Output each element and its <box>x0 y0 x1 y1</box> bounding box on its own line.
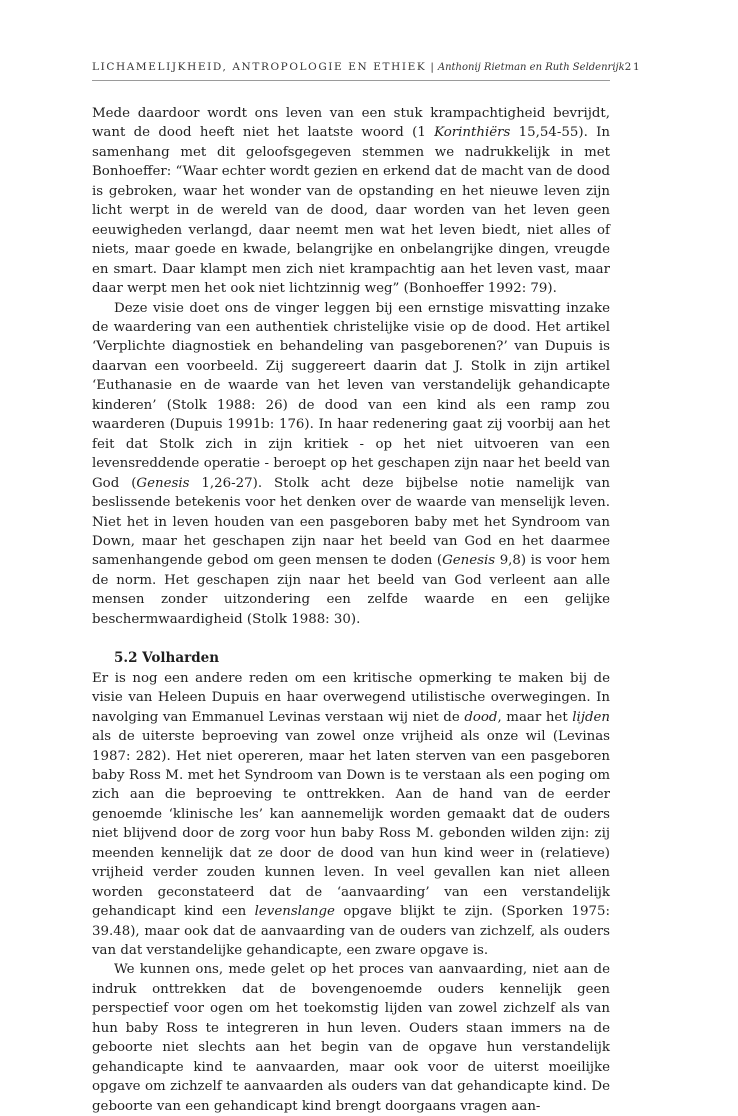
emphasis: dood <box>464 709 498 725</box>
header-authors: Anthonij Rietman en Ruth Seldenrijk <box>437 62 625 73</box>
paragraph-1: Mede daardoor wordt ons leven van een stuk krampachtigheid bevrijdt, want de dood heeft niet het laatste woord (1 Korinthiërs 15,54-55). In samenhang met dit geloofsgegeven stemmen we nadrukkelijk in met Bonhoeffer: “Waar echter wordt gezien en erkend dat de macht van de dood is gebroken, waar het wonder van de opstanding en het nieuwe leven zijn licht werpt in de wereld van de dood, daar worden van het leven geen eeuwigheden verlangd, daar neemt men wat het leven biedt, niet alles of niets, maar goede en kwade, belangrijke en onbelangrijke dingen, vreugde en smart. Daar klampt men zich niet krampachtig aan het leven vast, maar daar werpt men het ook niet lichtzinnig weg” (Bonhoeffer 1992: 79). <box>92 106 610 297</box>
paragraph-4: We kunnen ons, mede gelet op het proces van aanvaarding, niet aan de indruk onttrekken dat de bovengenoemde ouders kennelijk geen perspectief voor ogen om het toekomstig lijden van zowel zichzelf als van hun baby Ross te integreren in hun leven. Ouders staan immers na de geboorte niet slechts aan het begin van de opgave hun verstandelijk gehandicapte kind te aanvaarden, maar ook voor de uiterst moeilijke opgave om zichzelf te aanvaarden als ouders van dat gehandicapte kind. De geboorte van een gehandicapt kind brengt doorgaans vragen aan- <box>92 962 610 1114</box>
emphasis: levenslange <box>254 904 335 920</box>
page-number: 21 <box>624 61 642 73</box>
article-body <box>92 104 610 1116</box>
bible-reference: Genesis <box>442 553 496 569</box>
running-title: LICHAMELIJKHEID, ANTROPOLOGIE EN ETHIEK <box>92 61 427 73</box>
header-rule <box>92 80 610 81</box>
running-title-group <box>92 61 625 73</box>
bible-reference: Genesis <box>136 475 190 491</box>
paragraph-2: Deze visie doet ons de vinger leggen bij een ernstige misvatting inzake de waardering van een authentiek christelijke visie op de dood. Het artikel ‘Verplichte diagnostiek en behandeling van pasgeborenen?’ van Dupuis is daarvan een voorbeeld. Zij suggereert daarin dat J. Stolk in zijn artikel ‘Euthanasie en de waarde van het leven van verstandelijk gehandicapte kinderen’ (Stolk 1988: 26) de dood van een kind als een ramp zou waarderen (Dupuis 1991b: 176). In haar redenering gaat zij voorbij aan het feit dat Stolk zich in zijn kritiek - op het niet uitvoeren van een levensreddende operatie - beroept op het geschapen zijn naar het beeld van God (Genesis 1,26-27). Stolk acht deze bijbelse notie namelijk van beslissende betekenis voor het denken over de waarde van menselijk leven. Niet het in leven houden van een pasgeboren baby met het Syndroom van Down, maar het geschapen zijn naar het beeld van God en het daarmee samenhangende gebod om geen mensen te doden (Genesis 9,8) is voor hem de norm. Het geschapen zijn naar het beeld van God verleent aan alle mensen zonder uitzondering een zelfde waarde en een gelijke beschermwaardigheid (Stolk 1988: 30). <box>92 300 611 627</box>
section-heading: 5.2 Volharden <box>114 650 220 667</box>
header-separator: | <box>430 61 434 73</box>
running-header <box>92 61 642 73</box>
emphasis: lijden <box>572 709 610 725</box>
bible-reference: Korinthiërs <box>434 125 511 141</box>
paragraph-3: Er is nog een andere reden om een kritische opmerking te maken bij de visie van Heleen Dupuis en haar overwegend utilistische overwegingen. In navolging van Emmanuel Levinas verstaan wij niet de dood, maar het lijden als de uiterste beproeving van zowel onze vrijheid als onze wil (Levinas 1987: 282). Het niet opereren, maar het laten sterven van een pasgeboren baby Ross M. met het Syndroom van Down is te verstaan als een poging om zich aan die beproeving te onttrekken. Aan de hand van de eerder genoemde ‘klinische les’ kan aannemelijk worden gemaakt dat de ouders niet blijvend door de zorg voor hun baby Ross M. gebonden wilden zijn: zij meenden kennelijk dat ze door de dood van hun kind weer in (relatieve) vrijheid verder zouden kunnen leven. In veel gevallen kan niet alleen worden geconstateerd dat de ‘aanvaarding’ van een verstandelijk gehandicapt kind een levenslange opgave blijkt te zijn. (Sporken 1975: 39.48), maar ook dat de aanvaarding van de ouders van zichzelf, als ouders van dat verstandelijke gehandicapte, een zware opgave is. <box>92 670 611 959</box>
